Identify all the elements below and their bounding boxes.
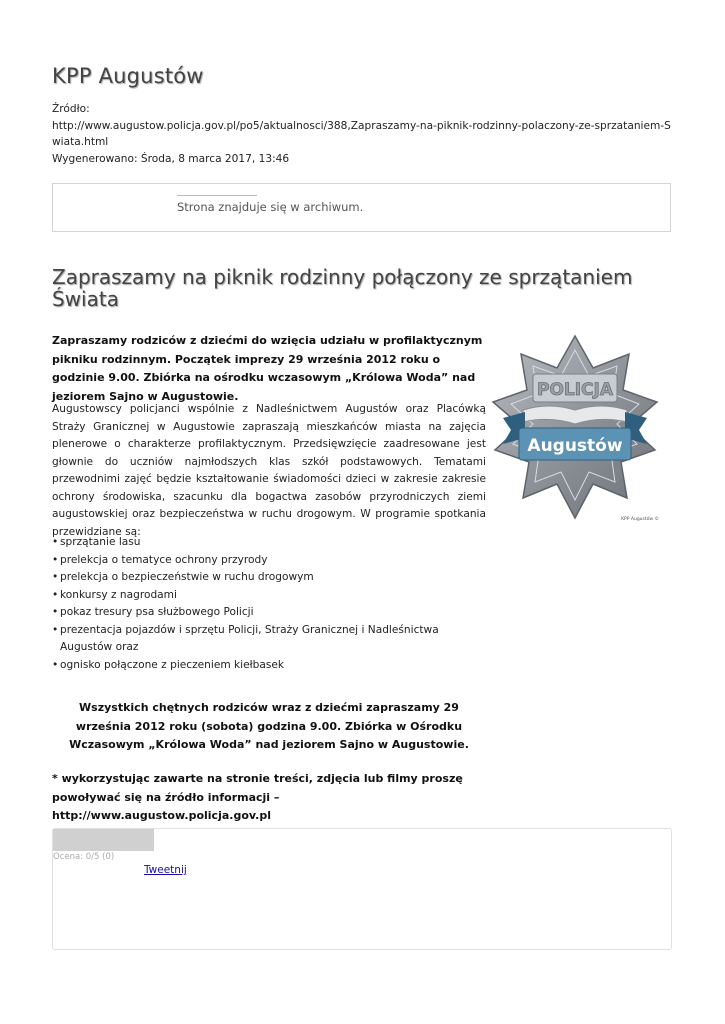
program-item: • prelekcja o bezpieczeństwie w ruchu drogowym — [52, 569, 482, 587]
article-lead: Zapraszamy rodziców z dziećmi do wzięcia udziału w profilaktycznym pikniku rodzinnym. Początek imprezy 29 września 2012 roku o godzinie 9.00. Zbiórka na ośrodku wczasowym „Królowa Woda” nad jeziorem Sajno w Augustowie. — [52, 334, 483, 403]
source-url: http://www.augustow.policja.gov.pl/po5/aktualnosci/388,Zapraszamy-na-piknik-rodzinny-polaczony-ze-sprzataniem-Swiata.html — [52, 119, 671, 148]
badge-corner-text: KPP Augustów © — [621, 517, 659, 522]
rating-stars-bar[interactable] — [53, 829, 154, 851]
invitation-text: Wszystkich chętnych rodziców wraz z dziećmi zapraszamy 29 września 2012 roku (sobota) godzina 9.00. Zbiórka w Ośrodku Wczasowym „Królowa Woda” nad jeziorem Sajno w Augustowie. — [69, 701, 469, 751]
archive-notice: Strona znajduje się w archiwum. — [177, 200, 364, 214]
police-star-icon — [489, 332, 661, 524]
archive-notice-box — [52, 183, 671, 232]
program-item: • prezentacja pojazdów i sprzętu Policji, Straży Granicznej i Nadleśnictwa Augustów oraz — [52, 622, 482, 657]
site-title: KPP Augustów — [52, 64, 204, 88]
program-item: • prelekcja o tematyce ochrony przyrody — [52, 552, 482, 570]
generated-date: Wygenerowano: Środa, 8 marca 2017, 13:46 — [52, 152, 290, 165]
source-label: Źródło: — [52, 103, 90, 115]
program-item: • konkursy z nagrodami — [52, 587, 482, 605]
police-badge-image — [489, 332, 661, 524]
badge-top-text: POLICJA — [536, 380, 614, 400]
source-meta — [52, 101, 674, 167]
article-body: Augustowscy policjanci wspólnie z Nadleśnictwem Augustów oraz Placówką Straży Granicznej w Augustowie zapraszają mieszkańców miasta na zajęcia plenerowe o charakterze profilaktycznym. Przedsięwzięcie zaadresowane jest głownie do uczniów najmłodszych klas szkół podstawowych. Tematami przewodnimi zajęć będzie kształtowanie świadomości dzieci w zakresie zakresie ochrony środowiska, szacunku dla bogactwa zasobów przyrodniczych ziemi augustowskiej oraz bezpieczeństwa w ruchu drogowym. W programie spotkania przewidziane są: — [52, 403, 486, 538]
badge-ribbon-text: Augustów — [527, 436, 623, 456]
program-item: • pokaz tresury psa służbowego Policji — [52, 604, 482, 622]
program-list — [52, 534, 482, 674]
tweet-link[interactable]: Tweetnij — [144, 864, 187, 876]
program-item: • sprzątanie lasu — [52, 534, 482, 552]
program-item: • ognisko połączone z pieczeniem kiełbasek — [52, 657, 482, 675]
rating-share-box — [52, 828, 672, 950]
article-title: Zapraszamy na piknik rodzinny połączony ze sprzątaniem Świata — [52, 265, 633, 311]
source-note: * wykorzystując zawarte na stronie treści, zdjęcia lub filmy proszę powoływać się na źródło informacji – http://www.augustow.policja.gov.pl — [52, 772, 463, 822]
archive-divider — [177, 195, 257, 196]
rating-text: Ocena: 0/5 (0) — [53, 852, 115, 862]
